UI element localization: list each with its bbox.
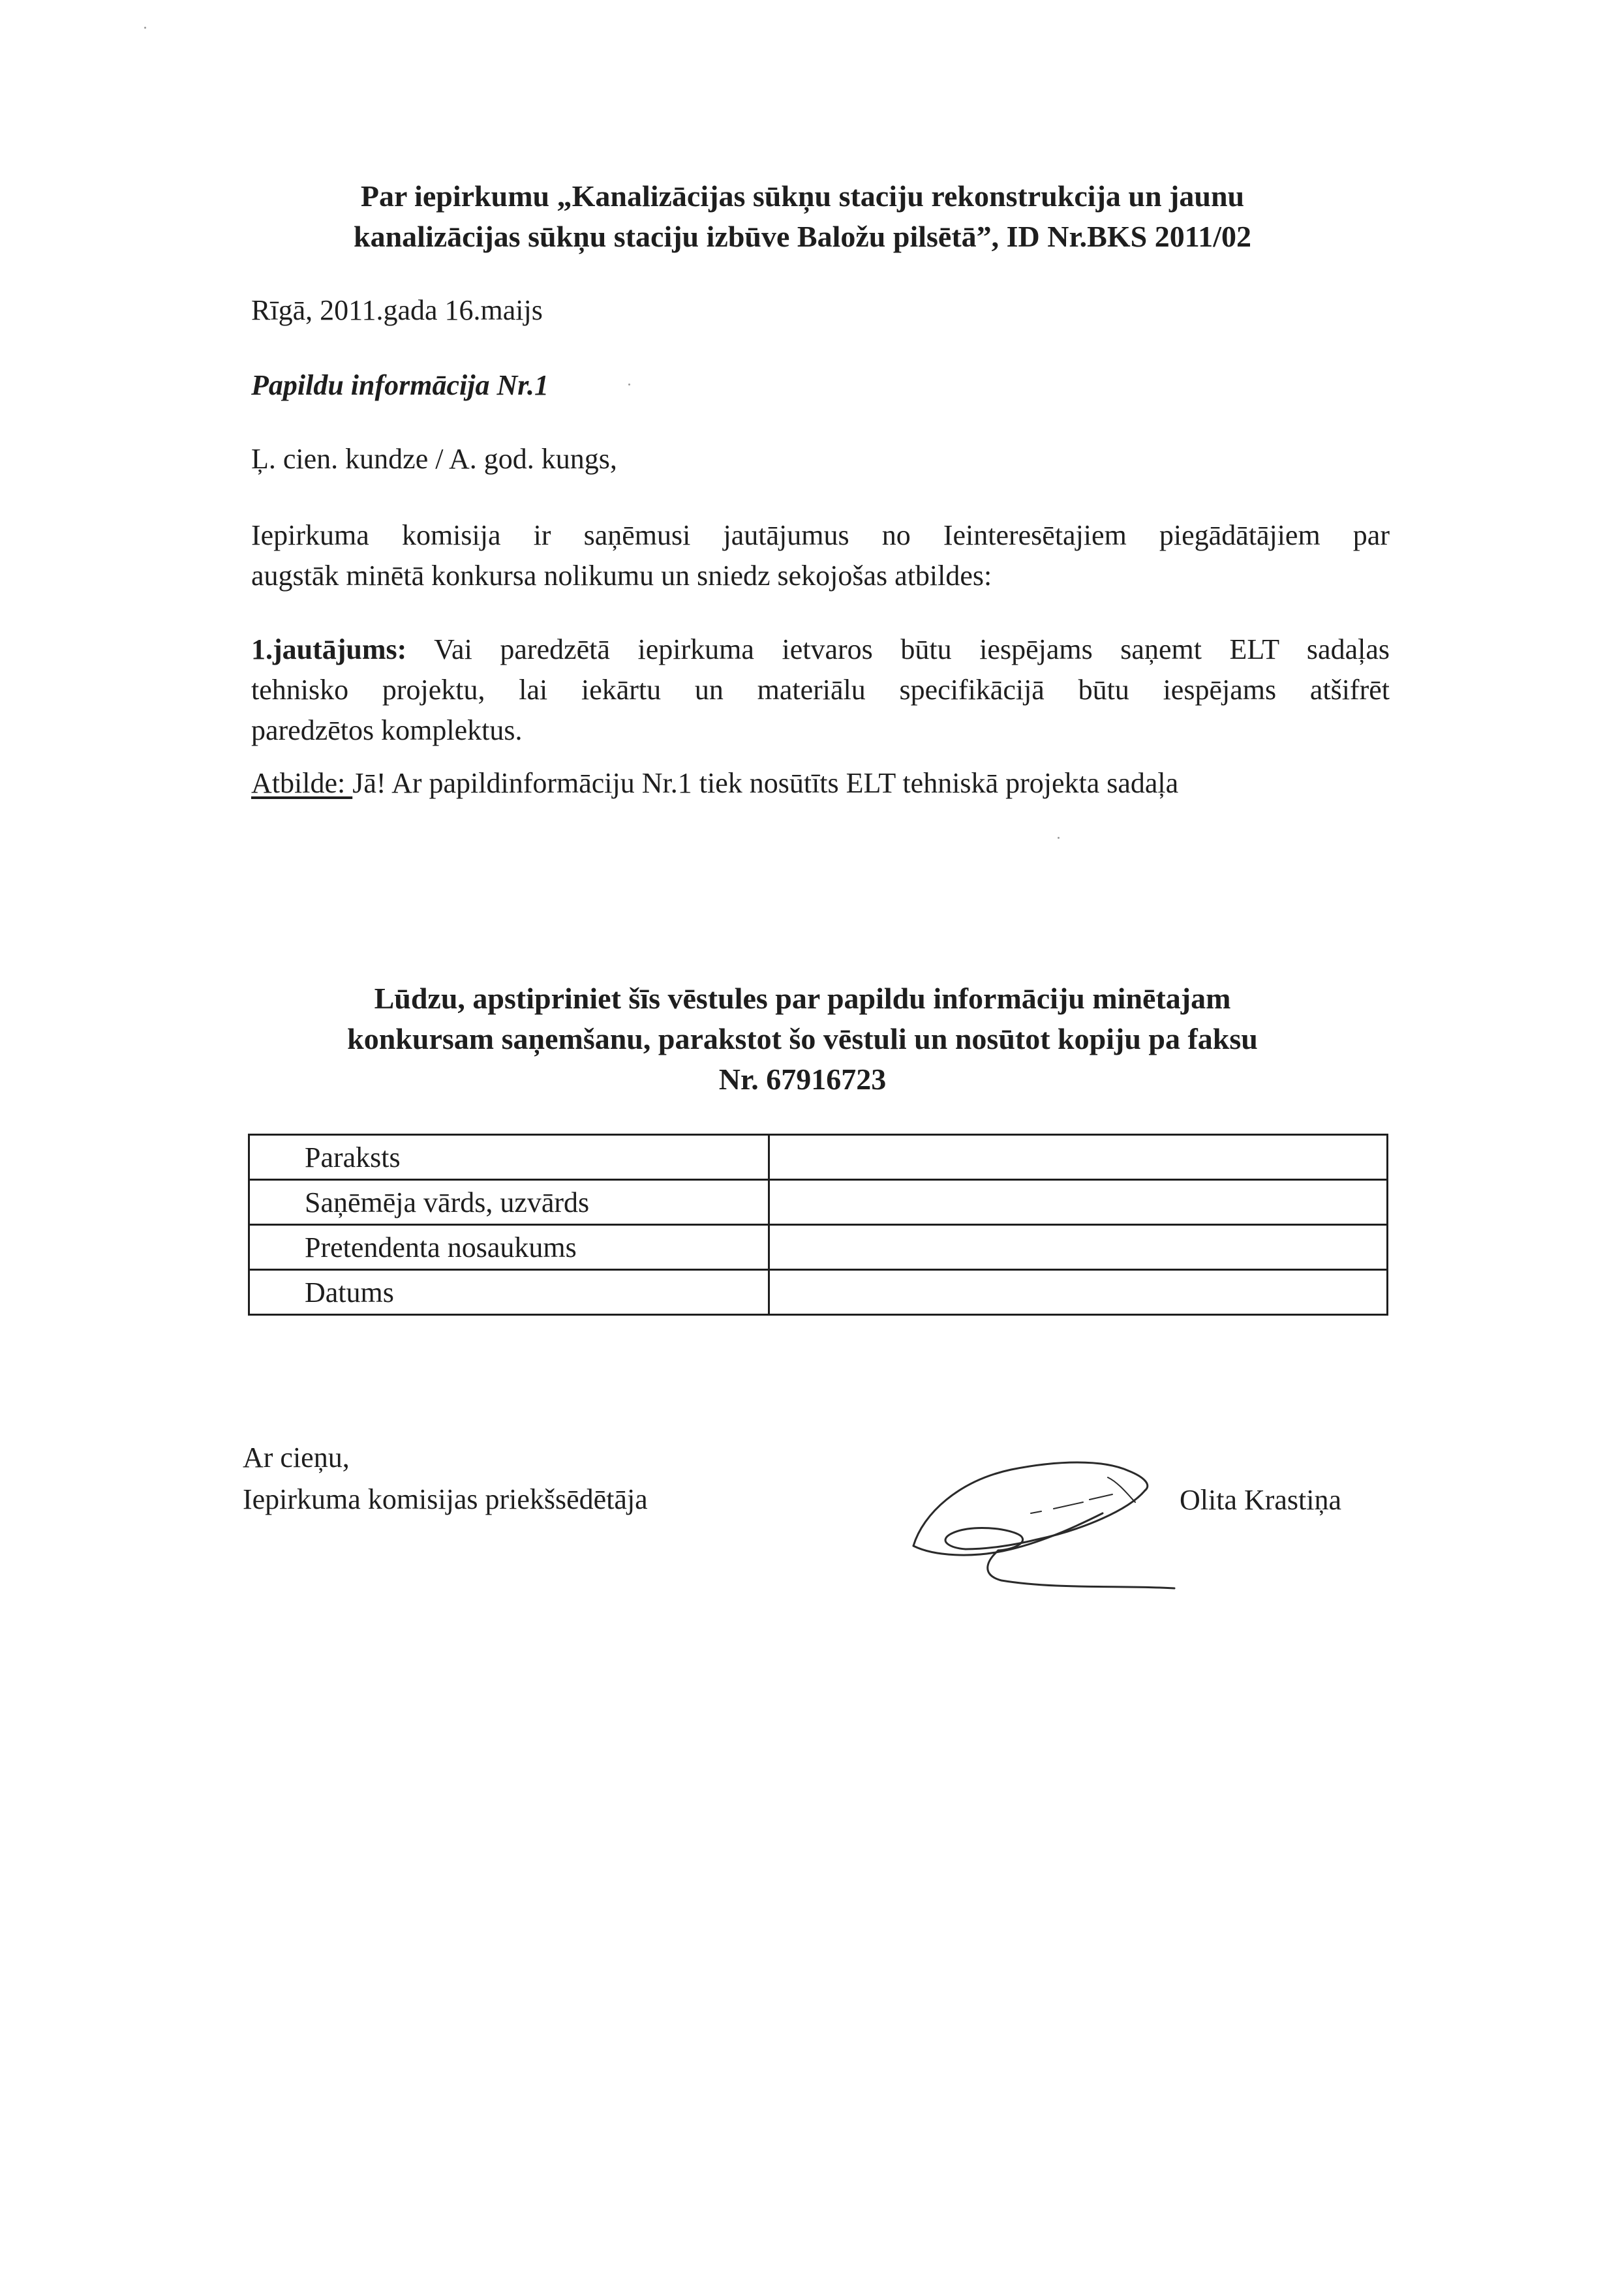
question-line-2: tehnisko projektu, lai iekārtu un materiālu specifikācijā būtu iespējams atšifrēt xyxy=(251,674,1390,706)
form-value-cell xyxy=(769,1270,1388,1315)
document-title xyxy=(248,176,1357,257)
intro-line-2: augstāk minētā konkursa nolikumu un sniedz sekojošas atbildes: xyxy=(251,560,992,592)
salutation: Ļ. cien. kundze / A. god. kungs, xyxy=(251,443,617,475)
scan-speck xyxy=(1058,837,1060,839)
answer-text: Jā! Ar papildinformāciju Nr.1 tiek nosūtīts ELT tehniskā projekta sadaļa xyxy=(352,767,1179,799)
confirmation-form-table xyxy=(248,1134,1388,1316)
table-row xyxy=(249,1225,1388,1270)
confirmation-line-3: Nr. 67916723 xyxy=(718,1063,887,1096)
handwritten-signature xyxy=(887,1451,1194,1592)
answer-line xyxy=(251,763,1178,804)
form-value-cell xyxy=(769,1225,1388,1270)
confirmation-line-1: Lūdzu, apstipriniet šīs vēstules par papildu informāciju minētajam xyxy=(374,982,1231,1015)
table-row xyxy=(249,1135,1388,1180)
form-value-cell xyxy=(769,1135,1388,1180)
question-paragraph xyxy=(251,629,1390,751)
table-row xyxy=(249,1270,1388,1315)
closing-block xyxy=(243,1437,648,1520)
confirmation-line-2: konkursam saņemšanu, parakstot šo vēstuli un nosūtot kopiju pa faksu xyxy=(347,1022,1258,1055)
form-label: Datums xyxy=(249,1270,769,1315)
form-label: Saņēmēja vārds, uzvārds xyxy=(249,1180,769,1225)
question-line-1 xyxy=(251,629,1390,670)
title-line-2: kanalizācijas sūkņu staciju izbūve Baložu pilsētā”, ID Nr.BKS 2011/02 xyxy=(354,220,1251,253)
form-value-cell xyxy=(769,1180,1388,1225)
table-row xyxy=(249,1180,1388,1225)
question-line-3: paredzētos komplektus. xyxy=(251,714,523,746)
form-label: Paraksts xyxy=(249,1135,769,1180)
closing-regards: Ar cieņu, xyxy=(243,1442,350,1473)
question-label: 1.jautājums: xyxy=(251,633,407,665)
question-text-1: Vai paredzētā iepirkuma ietvaros būtu iespējams saņemt ELT sadaļas xyxy=(434,633,1390,665)
intro-line-1: Iepirkuma komisija ir saņēmusi jautājumus no Ieinteresētajiem piegādātājiem par xyxy=(251,519,1390,551)
place-date: Rīgā, 2011.gada 16.maijs xyxy=(251,294,543,326)
form-label: Pretendenta nosaukums xyxy=(249,1225,769,1270)
closing-position: Iepirkuma komisijas priekšsēdētāja xyxy=(243,1483,648,1515)
confirmation-request xyxy=(248,978,1357,1100)
scan-speck xyxy=(628,384,630,385)
signer-name: Olita Krastiņa xyxy=(1180,1484,1342,1516)
answer-label: Atbilde: xyxy=(251,767,353,799)
title-line-1: Par iepirkumu „Kanalizācijas sūkņu staciju rekonstrukcija un jaunu xyxy=(360,179,1245,213)
subject-line: Papildu informācija Nr.1 xyxy=(251,369,549,401)
intro-paragraph xyxy=(251,515,1390,596)
scan-speck xyxy=(144,27,146,29)
